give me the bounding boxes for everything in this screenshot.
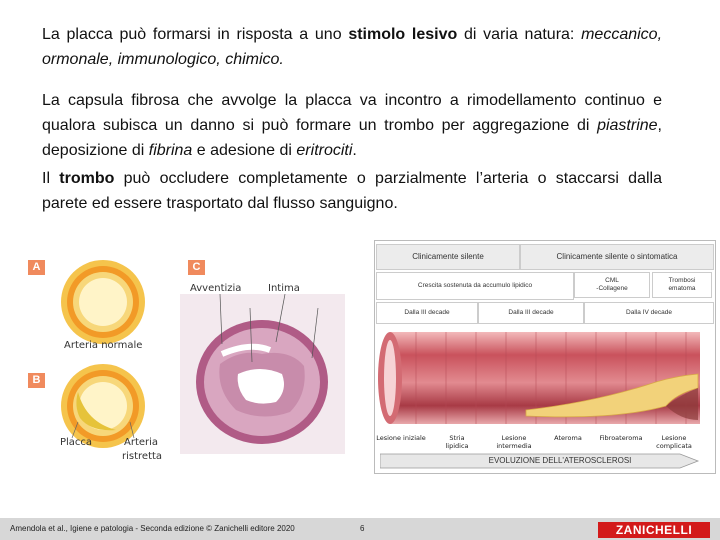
- evolution-title: EVOLUZIONE DELL'ATEROSCLEROSI: [488, 456, 632, 465]
- label-arteria-2: ristretta: [122, 451, 163, 462]
- artery-cylinder-illustration: [376, 324, 712, 430]
- stage-stria-lipidica: Stria lipidica: [445, 434, 469, 450]
- p2-text-e: e adesione di: [192, 142, 297, 159]
- p3-text-a: Il: [42, 170, 60, 187]
- row-crescita: Crescita sostenuta da accumulo lipidico: [376, 272, 574, 300]
- p2-italic-eritrociti: eritrociti: [296, 142, 353, 159]
- badge-b: B: [28, 373, 45, 388]
- p2-italic-piastrine: piastrine: [597, 117, 658, 134]
- paragraph-trombo: [42, 166, 662, 216]
- header-sintomatica: Clinicamente silente o sintomatica: [520, 244, 714, 270]
- stage-lesione-intermedia: Lesione intermedia: [496, 434, 532, 450]
- p2-text-a: La capsula fibrosa che avvolge la placca va incontro a rimodellamento continuo e qualora subisca un danno si può formare un trombo per aggregazione di: [42, 92, 662, 134]
- decade-3: Dalla IV decade: [584, 302, 714, 324]
- row-cml: CML -Collagene: [574, 272, 650, 298]
- stage-lesione-complicata: Lesione complicata: [656, 434, 692, 450]
- label-placca: Placca: [60, 437, 93, 448]
- header-silente: Clinicamente silente: [376, 244, 520, 270]
- p2-text-c: , deposizione di: [42, 117, 662, 159]
- p1-bold-stimolo: stimolo lesivo: [348, 26, 458, 43]
- zanichelli-logo: ZANICHELLI: [598, 522, 710, 538]
- p1-text-a: La placca può formarsi in risposta a uno: [42, 26, 349, 43]
- badge-c: C: [188, 260, 205, 275]
- label-avventizia: Avventizia: [190, 283, 242, 294]
- stage-ateroma: Ateroma: [554, 434, 582, 442]
- label-arteria-normale: Arteria normale: [64, 340, 143, 351]
- p2-italic-fibrina: fibrina: [148, 142, 193, 159]
- page-number: 6: [360, 524, 365, 533]
- stage-lesione-iniziale: Lesione iniziale: [376, 434, 426, 442]
- row-trombosi: Trombosi ematoma: [652, 272, 712, 298]
- p1-italic-list: meccanico, ormonale, immunologico, chimico.: [42, 26, 663, 68]
- decade-1: Dalla III decade: [376, 302, 478, 324]
- footer-citation: Amendola et al., Igiene e patologia - Seconda edizione © Zanichelli editore 2020: [10, 524, 295, 533]
- label-arteria-1: Arteria: [124, 437, 159, 448]
- badge-a: A: [28, 260, 45, 275]
- p3-bold-trombo: trombo: [59, 170, 115, 187]
- normal-artery-illustration: [56, 258, 152, 348]
- histology-section-illustration: [180, 294, 345, 454]
- label-intima: Intima: [268, 283, 300, 294]
- p3-text-c: può occludere completamente o parzialmente l’arteria o staccarsi dalla parete ed essere trasportato dal flusso sanguigno.: [42, 170, 662, 212]
- paragraph-stimolo: [42, 22, 662, 72]
- p1-text-c: di varia natura:: [457, 26, 582, 43]
- p2-text-g: .: [352, 142, 357, 159]
- stage-fibroateroma: Fibroateroma: [599, 434, 643, 442]
- decade-2: Dalla III decade: [478, 302, 584, 324]
- paragraph-capsula: [42, 88, 662, 163]
